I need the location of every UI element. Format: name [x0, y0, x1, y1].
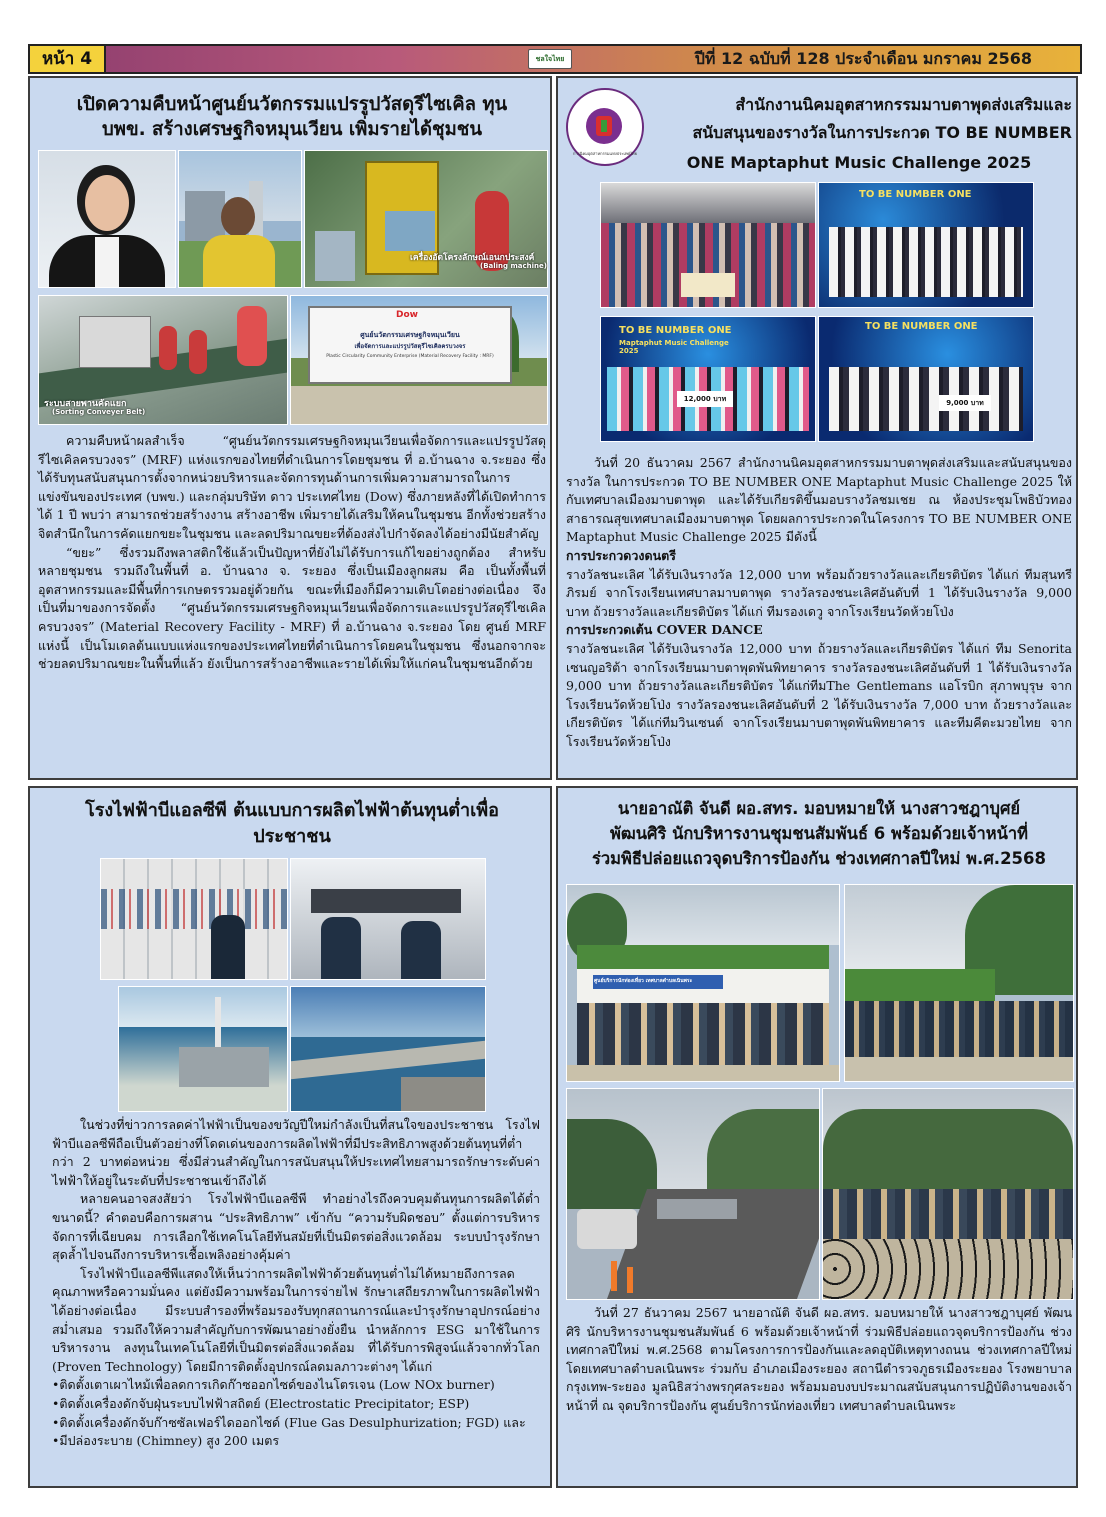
article-power-bullet-1: •ติดตั้งเตาเผาไหม้เพื่อลดการเกิดก๊าซออกไซด์ของไนโตรเจน (Low NOx burner) [52, 1377, 495, 1393]
article-music-body [566, 454, 1072, 752]
article-music-title-line-2: สนับสนุนของรางวัลในการประกวด TO BE NUMBER [692, 123, 1072, 142]
article-recycling-title: เปิดความคืบหน้าศูนย์นวัตกรรมแปรรูปวัสดุรีไซเคิล ทุน บพข. สร้างเศรษฐกิจหมุนเวียน เพิ่มรายได้ชุมชน [76, 94, 508, 140]
stage-banner-2: TO BE NUMBER ONE [619, 325, 732, 336]
mrf-signboard [308, 306, 512, 384]
prize-check-2: 9,000 บาท [939, 395, 991, 411]
photo-port-jetty [290, 986, 486, 1112]
article-power-bullet-3: •ติดตั้งเครื่องดักจับก๊าซซัลเฟอร์ไดออกไซด์ (Flue Gas Desulphurization; FGD) และ [52, 1414, 526, 1430]
sign-subtitle: เพื่อจัดการและแปรรูปวัสดุรีไซเคิลครบวงจร [354, 343, 466, 350]
sign-brand: Dow [396, 310, 418, 320]
photo-road-traffic [566, 1088, 820, 1300]
sign-title: ศูนย์นวัตกรรมเศรษฐกิจหมุนเวียน [360, 331, 460, 339]
article-music-title-line-3: ONE Maptaphut Music Challenge 2025 [686, 153, 1032, 172]
stage-banner-1: TO BE NUMBER ONE [859, 189, 972, 200]
photo-bicycle-patrol [822, 1088, 1074, 1300]
prize-check-1: 12,000 บาท [677, 391, 733, 407]
photo-stage-group-1 [818, 182, 1034, 308]
article-music-paragraph-1: วันที่ 20 ธันวาคม 2567 สำนักงานนิคมอุตสาหกรรมมาบตาพุดส่งเสริมและสนับสนุนของรางวัล ในการประกวด TO BE NUMBER ONE Maptaphut Music Challenge 2025 ให้กับเทศบาลเมืองมาบตาพุด และได้รับเกียรติขึ้นมอบรางวัลชมเชย ณ ห้องประชุมโพธิบัวทอง สาธารณสุขเทศบาลเมืองมาบตาพุด โดยผลการประกวดในโครงการ TO BE NUMBER ONE Maptaphut Music Challenge 2025 มีดังนี้ [566, 455, 1072, 545]
photo-officials-line [844, 884, 1074, 1082]
article-music-title-line-1: สำนักงานนิคมอุตสาหกรรมมาบตาพุดส่งเสริมและ [735, 95, 1072, 114]
article-music-paragraph-band: รางวัลชนะเลิศ ได้รับเงินรางวัล 12,000 บาท พร้อมถ้วยรางวัลและเกียรติบัตร ได้แก่ ทีมสุนทรีภิรมย์ จากโรงเรียนเทศบาลมาบตาพุด รางวัลรองชนะเลิศอันดับที่ 1 ได้รับเงินรางวัล 9,000 บาท ถ้วยรางวัลและเกียรติบัตร ได้แก่ ทีมรองเดวู จากโรงเรียนวัดห้วยโป่ง [566, 566, 1072, 619]
article-recycling-paragraph-2: “ขยะ” ซึ่งรวมถึงพลาสติกใช้แล้วเป็นปัญหาที่ยังไม่ได้รับการแก้ไขอย่างถูกต้อง สำหรับหลายชุมชน รวมถึงในพื้นที่ อ. บ้านฉาง จ. ระยอง ซึ่งเป็นเมืองลูกผสม คือ เป็นทั้งพื้นที่อุตสาหกรรมและมีพื้นที่การเกษตรรวมอยู่ด้วยกัน ขณะที่เมืองก็มีความเติบโตอย่างต่อเนื่อง จึงเป็นที่มาของการจัดตั้ง “ศูนย์นวัตกรรมเศรษฐกิจหมุนเวียนเพื่อจัดการและแปรรูปวัสดุรีไซเคิลครบวงจร” (Material Recovery Facility - MRF) ที่ อ.บ้านฉาง จ.ระยอง โดย ศูนย์ MRF แห่งนี้ เป็นโมเดลต้นแบบแห่งแรกของประเทศไทยที่ดำเนินการโดยคนในชุมชน ซึ่งนอกจากจะช่วยลดปริมาณขยะในพื้นที่แล้ว ยังเป็นการสร้างอาชีพและรายได้เพิ่มให้แก่คนในชุมชนอีกด้วย [38, 544, 546, 672]
article-music-heading-band: การประกวดวงดนตรี [566, 547, 676, 563]
article-power-bullet-2: •ติดตั้งเครื่องดักจับฝุ่นระบบไฟฟ้าสถิตย์ (Electrostatic Precipitator; ESP) [52, 1395, 470, 1411]
newspaper-logo: ชลใจไทย [528, 49, 572, 69]
caption-baling-machine: เครื่องอัดโครงลักษณ์เอนกประสงค์ [410, 253, 535, 263]
article-checkpoint-title-line-3: ร่วมพิธีปล่อยแถวจุดบริการป้องกัน ช่วงเทศกาลปีใหม่ พ.ศ.2568 [591, 849, 1046, 868]
photo-power-plant-aerial [118, 986, 288, 1112]
article-music-challenge [556, 76, 1078, 780]
article-music-paragraph-dance: รางวัลชนะเลิศ ได้รับเงินรางวัล 12,000 บาท ถ้วยรางวัลและเกียรติบัตร ได้แก่ ทีม Senorita เซนญอริต้า จากโรงเรียนมาบตาพุดพันพิทยาคาร รางวัลรองชนะเลิศอันดับที่ 1 ได้รับเงินรางวัล 9,000 บาท ถ้วยรางวัลและเกียรติบัตร ได้แก่ทีมThe Gentlemans แอโรบิก สุภาพบุรุษ จากโรงเรียนวัดห้วยโป่ง รางวัลรองชนะเลิศอันดับที่ 2 ได้รับเงินรางวัล 7,000 บาท ถ้วยรางวัลและเกียรติบัตร ได้แก่ทีมวินเซนต์ จากโรงเรียนมาบตาพุดพันพิทยาคาร และทีมคีตะมวยไทย จากโรงเรียนวัดห้วยโป่ง [566, 640, 1072, 749]
photo-control-room [290, 858, 486, 980]
stage-banner-3: TO BE NUMBER ONE [865, 321, 978, 332]
page-header [28, 44, 1082, 74]
photo-community-leader [178, 150, 302, 288]
photo-group-audience [600, 182, 816, 308]
article-checkpoint-title-line-2: พัฒนศิริ นักบริหารงานชุมชนสัมพันธ์ 6 พร้อมด้วยเจ้าหน้าที่ [609, 824, 1029, 843]
article-recycling-paragraph-1: ความคืบหน้าผลสำเร็จ “ศูนย์นวัตกรรมเศรษฐกิจหมุนเวียนเพื่อจัดการและแปรรูปวัสดุรีไซเคิลครบวงจร” (MRF) แห่งแรกของไทยที่ดำเนินการโดยชุมชน ที่ อ.บ้านฉาง จ.ระยอง ซึ่งได้รับทุนสนับสนุนการตั้งจากหน่วยบริหารและจัดการทุนด้านการเพิ่มความสามารถในการแข่งขันของประเทศ (บพข.) และกลุ่มบริษัท ดาว ประเทศไทย (Dow) ซึ่งภายหลังที่ได้เปิดทำการได้ 1 ปี พบว่า สามารถช่วยสร้างงาน สร้างอาชีพ เพิ่มรายได้เสริมให้คนในชุมชน อีกทั้งช่วยสร้างจิตสำนึกในการคัดแยกขยะในชุมชน และลดปริมาณขยะที่ต้องส่งไปกำจัดลงได้อย่างมีนัยสำคัญ [38, 433, 546, 541]
stage-subtitle-2: Maptaphut Music Challenge 2025 [619, 339, 729, 355]
article-checkpoint-paragraph: วันที่ 27 ธันวาคม 2567 นายอาณัติ จันดี ผอ.สทร. มอบหมายให้ นางสาวชฎาบุศย์ พัฒนศิริ นักบริหารงานชุมชนสัมพันธ์ 6 พร้อมด้วยเจ้าหน้าที่ ร่วมพิธีปล่อยแถวจุดบริการป้องกัน ช่วงเทศกาลปีใหม่ พ.ศ.2568 ตามโครงการการป้องกันและลดอุบัติเหตุทางถนน ช่วงเทศกาลปีใหม่ โดยเทศบาลตำบลเนินพระ ร่วมกับ อำเภอเมืองระยอง สถานีตำรวจภูธรเมืองระยอง โรงพยาบาลกรุงเทพ-ระยอง มูลนิธิสว่างพรกุศลระยอง พร้อมมอบงบประมาณสนับสนุนการปฏิบัติงานของเจ้าหน้าที่ ณ จุดบริการป้องกัน ศูนย์บริการนักท่องเที่ยว เทศบาลตำบลเนินพระ [566, 1305, 1072, 1413]
article-power-body [52, 1116, 540, 1451]
ieat-logo [566, 88, 644, 166]
article-music-heading-dance: การประกวดเต้น COVER DANCE [566, 622, 763, 638]
article-power-title: โรงไฟฟ้าบีแอลซีพี ต้นแบบการผลิตไฟฟ้าต้นทุนต่ำเพื่อประชาชน [85, 800, 499, 847]
article-power-paragraph-1: ในช่วงที่ข่าวการลดค่าไฟฟ้าเป็นของขวัญปีใหม่กำลังเป็นที่สนใจของประชาชน โรงไฟฟ้าบีแอลซีพีถือเป็นตัวอย่างที่โดดเด่นของการผลิตไฟฟ้าที่มีประสิทธิภาพสูงด้วยต้นทุนที่ต่ำกว่า 2 บาทต่อหน่วย ซึ่งมีส่วนสำคัญในการสนับสนุนให้ประเทศไทยสามารถรักษาระดับค่าไฟฟ้าให้อยู่ในระดับที่ประชาชนเข้าถึงได้ [52, 1117, 540, 1188]
article-recycling-body [38, 432, 546, 674]
photo-control-panel [100, 858, 288, 980]
article-power-paragraph-2: หลายคนอาจสงสัยว่า โรงไฟฟ้าบีแอลซีพี ทำอย่างไรถึงควบคุมต้นทุนการผลิตได้ต่ำขนาดนี้? คำตอบคือการผสาน “ประสิทธิภาพ” เข้ากับ “ความรับผิดชอบ” ตั้งแต่การบริหารจัดการที่เฉียบคม การเลือกใช้เทคโนโลยีทันสมัยที่เป็นมิตรต่อสิ่งแวดล้อม ระบบบำรุงรักษาสุดล้ำไปจนถึงการบริหารเชื้อเพลิงอย่างคุ้มค่า [52, 1191, 540, 1263]
article-power-plant [28, 786, 552, 1488]
caption-baling-machine-en: (Baling machine) [480, 262, 547, 270]
ieat-logo-emblem [586, 108, 622, 144]
caption-sorting-conveyor: ระบบสายพานคัดแยก [44, 399, 127, 409]
article-power-bullet-4: •มีปล่องระบาย (Chimney) สูง 200 เมตร [52, 1433, 280, 1449]
service-center-sign: ศูนย์บริการนักท่องเที่ยว เทศบาลตำบลเนินพระ [594, 978, 693, 984]
issue-info: ปีที่ 12 ฉบับที่ 128 ประจำเดือน มกราคม 2568 [694, 49, 1032, 68]
article-power-paragraph-3: โรงไฟฟ้าบีแอลซีพีแสดงให้เห็นว่าการผลิตไฟฟ้าด้วยต้นทุนต่ำไม่ได้หมายถึงการลดคุณภาพหรือความมั่นคง แต่ยังมีความพร้อมในการจ่ายไฟ รักษาเสถียรภาพในการผลิตไฟฟ้าได้อย่างต่อเนื่อง มีระบบสำรองที่พร้อมรองรับทุกสถานการณ์และบำรุงรักษาอุปกรณ์อย่างสม่ำเสมอ รวมถึงให้ความสำคัญกับการพัฒนาอย่างยั่งยืน นำหลักการ ESG มาใช้ในการบริหารงาน ลงทุนในเทคโนโลยีที่เป็นมิตรต่อสิ่งแวดล้อม ที่ได้รับการพิสูจน์แล้วจากทั่วโลก (Proven Technology) โดยมีการติดตั้งอุปกรณ์ลดมลภาวะต่างๆ ได้แก่ [52, 1265, 540, 1374]
article-checkpoint-body [566, 1304, 1072, 1416]
ieat-logo-text: การนิคมอุตสาหกรรมแห่งประเทศไทย [572, 151, 638, 156]
article-new-year-checkpoint [556, 786, 1078, 1488]
article-recycling-center [28, 76, 552, 780]
sign-english: Plastic Circularity Community Enterprise (Material Recovery Facility : MRF) [326, 354, 494, 359]
page-number: หน้า 4 [30, 46, 106, 72]
photo-executive-portrait [38, 150, 176, 288]
photo-stage-group-2 [600, 316, 816, 442]
photo-stage-group-3 [818, 316, 1034, 442]
article-checkpoint-title-line-1: นายอาณัติ จันดี ผอ.สทร. มอบหมายให้ นางสาวชฎาบุศย์ [617, 799, 1021, 818]
caption-sorting-conveyor-en: (Sorting Conveyer Belt) [52, 408, 146, 416]
